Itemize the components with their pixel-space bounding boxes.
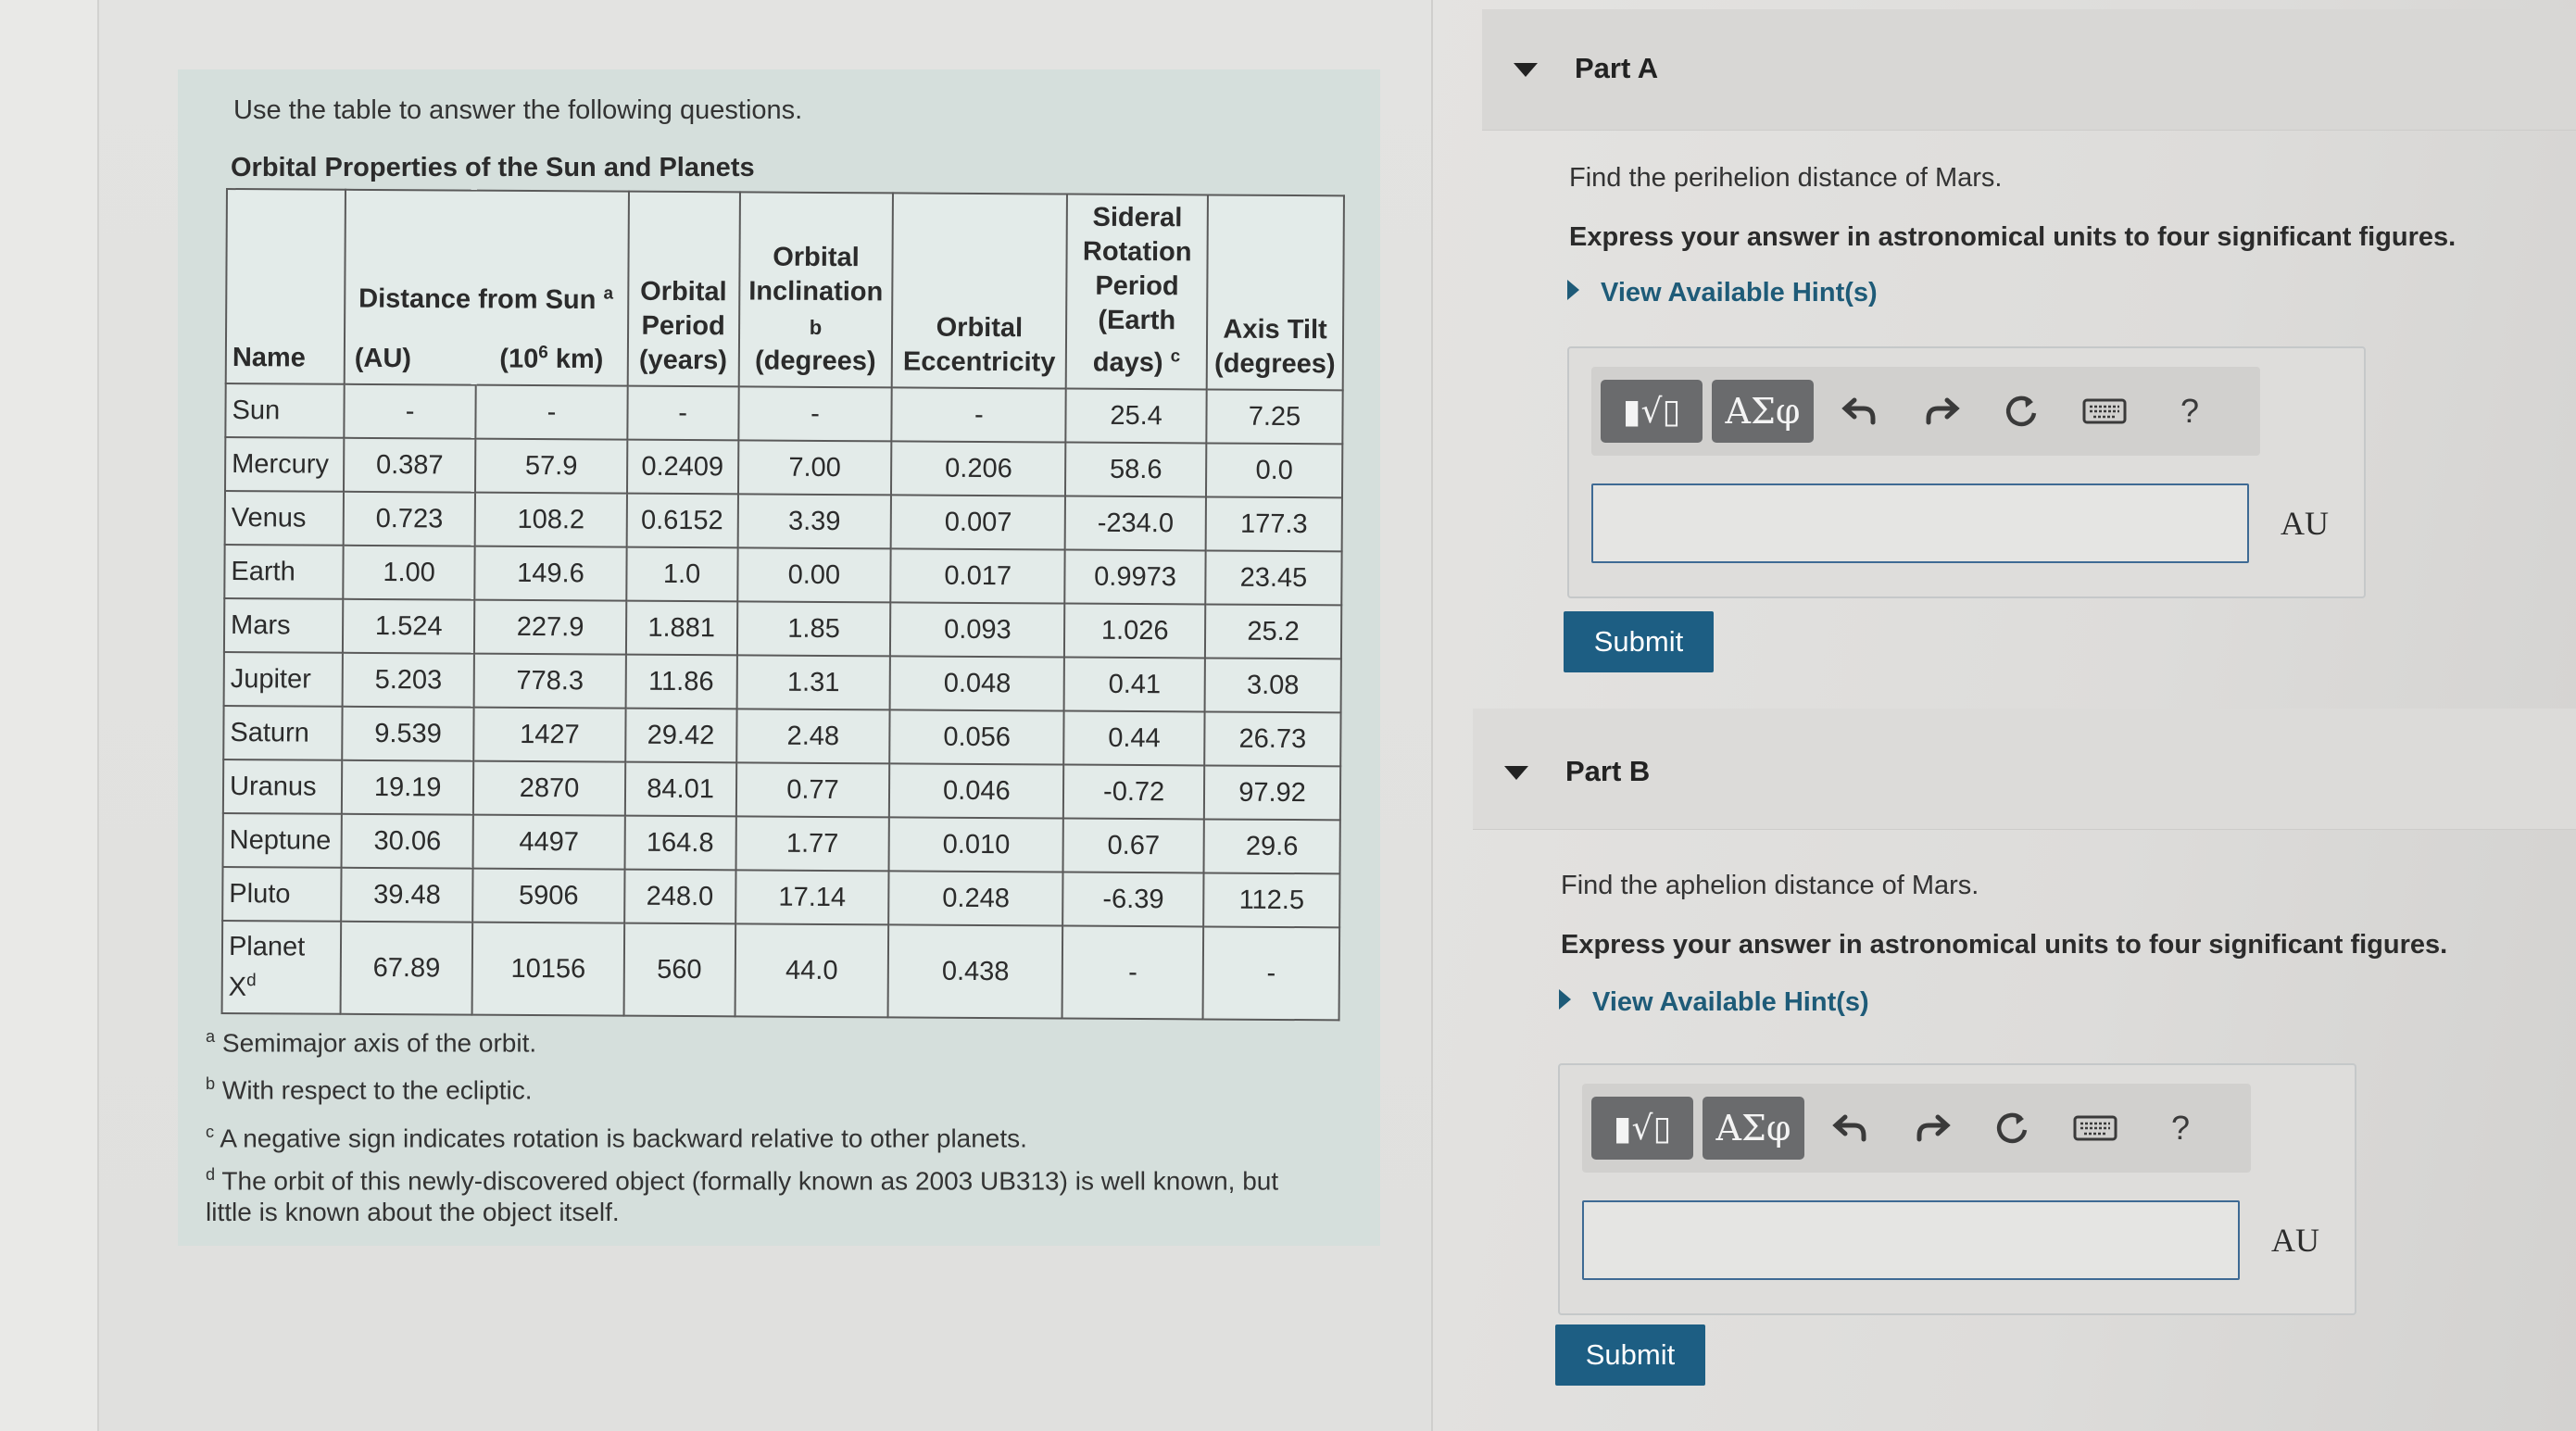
cell-inclination: 44.0: [735, 923, 888, 1017]
cell-orbital-period: 1.881: [626, 601, 737, 656]
cell-distance-km: 5906: [473, 869, 625, 923]
left-gutter: [0, 0, 99, 1431]
cell-name: Mercury: [225, 437, 344, 492]
part-b-submit-button[interactable]: Submit: [1555, 1324, 1705, 1386]
redo-icon[interactable]: [1912, 1108, 1953, 1149]
cell-rotation-period: -234.0: [1065, 496, 1206, 551]
part-a-answer-input[interactable]: [1591, 483, 2249, 563]
cell-axis-tilt: 3.08: [1205, 658, 1341, 712]
part-a-question: Find the perihelion distance of Mars.: [1569, 163, 2003, 193]
cell-eccentricity: -: [892, 387, 1066, 442]
part-b-answer-box: [1558, 1063, 2356, 1315]
cell-eccentricity: 0.010: [889, 817, 1063, 872]
cell-distance-km: 4497: [473, 815, 625, 870]
cell-rotation-period: 0.67: [1063, 819, 1204, 873]
cell-eccentricity: 0.248: [889, 871, 1063, 925]
cell-orbital-period: 0.2409: [627, 440, 738, 495]
header-name: Name: [226, 189, 346, 384]
cell-name: Pluto: [222, 867, 341, 922]
cell-eccentricity: 0.017: [891, 548, 1065, 603]
cell-eccentricity: 0.093: [890, 602, 1064, 657]
orbital-properties-table: [221, 188, 1345, 1021]
part-a-hint-link[interactable]: View Available Hint(s): [1601, 278, 1878, 308]
cell-orbital-period: 164.8: [624, 816, 735, 871]
table-row-planet-x: [222, 921, 1340, 1020]
cell-eccentricity: 0.438: [888, 924, 1062, 1018]
cell-rotation-period: 25.4: [1066, 389, 1207, 444]
keyboard-icon[interactable]: [2080, 391, 2129, 432]
cell-axis-tilt: -: [1203, 926, 1340, 1020]
table-row: [223, 759, 1340, 820]
cell-eccentricity: 0.048: [890, 656, 1064, 710]
collapse-caret-icon[interactable]: [1514, 63, 1538, 77]
math-toolbar: [1591, 367, 2260, 456]
cell-distance-au: 0.723: [344, 492, 476, 546]
cell-distance-au: 5.203: [343, 653, 475, 708]
undo-icon[interactable]: [1840, 391, 1880, 432]
cell-name: Venus: [225, 491, 344, 546]
table-row: [225, 383, 1342, 444]
cell-name: Neptune: [223, 813, 342, 868]
part-b-header[interactable]: [1473, 709, 2576, 830]
math-toolbar: [1582, 1084, 2251, 1173]
table-caption: Orbital Properties of the Sun and Planets: [231, 153, 755, 182]
reset-icon[interactable]: [2001, 391, 2042, 432]
cell-distance-km: -: [476, 385, 628, 440]
cell-distance-au: 1.00: [343, 546, 475, 600]
symbols-button[interactable]: ΑΣφ: [1703, 1097, 1804, 1160]
cell-orbital-period: 248.0: [624, 870, 735, 924]
cell-axis-tilt: 0.0: [1206, 443, 1342, 497]
cell-axis-tilt: 97.92: [1204, 765, 1340, 820]
cell-inclination: 17.14: [735, 870, 889, 924]
cell-rotation-period: -: [1062, 926, 1203, 1020]
cell-name: Planet $X^d$: [222, 921, 342, 1014]
part-a-title: Part A: [1575, 52, 1659, 84]
collapse-caret-icon[interactable]: [1504, 766, 1528, 780]
cell-eccentricity: 0.206: [891, 441, 1065, 496]
cell-axis-tilt: 177.3: [1206, 496, 1342, 551]
cell-distance-au: 67.89: [340, 922, 472, 1015]
help-icon[interactable]: ?: [2180, 392, 2200, 430]
cell-inclination: 1.31: [736, 655, 890, 709]
cell-inclination: 7.00: [737, 440, 891, 495]
cell-distance-km: 10156: [472, 923, 624, 1016]
header-distance-group: Distance from Sun $^a$: [358, 282, 614, 316]
cell-distance-km: 227.9: [474, 600, 626, 655]
cell-inclination: 2.48: [736, 709, 890, 763]
part-a-submit-button[interactable]: Submit: [1564, 611, 1714, 672]
table-row: [224, 652, 1341, 712]
part-a-unit: AU: [2281, 505, 2329, 542]
cell-axis-tilt: 23.45: [1205, 550, 1341, 605]
cell-name: Saturn: [223, 706, 342, 760]
footnote-d: $^d$ The orbit of this newly-discovered object (formally known as 2003 UB313) is well known, but little is known about the object itself.: [206, 1164, 1279, 1227]
undo-icon[interactable]: [1830, 1108, 1871, 1149]
cell-orbital-period: 11.86: [625, 655, 736, 709]
table-row: [225, 491, 1342, 551]
cell-name: Jupiter: [224, 652, 343, 707]
cell-inclination: 1.85: [736, 601, 890, 656]
cell-distance-km: 57.9: [475, 439, 627, 494]
table-row: [225, 437, 1342, 497]
cell-orbital-period: 29.42: [625, 709, 736, 763]
table-row: [223, 706, 1340, 766]
column-divider: [1431, 0, 1433, 1431]
header-orbital-eccentricity: Orbital Eccentricity: [892, 193, 1067, 388]
part-a-header[interactable]: [1482, 9, 2576, 131]
cell-orbital-period: 84.01: [625, 762, 736, 817]
cell-axis-tilt: 26.73: [1204, 711, 1340, 766]
cell-rotation-period: 1.026: [1064, 604, 1205, 659]
cell-inclination: 0.77: [735, 762, 889, 817]
cell-distance-au: 39.48: [341, 868, 473, 923]
cell-orbital-period: 560: [623, 923, 735, 1017]
cell-orbital-period: 1.0: [626, 547, 737, 602]
cell-rotation-period: 0.9973: [1065, 550, 1206, 605]
table-row: [223, 813, 1340, 873]
keyboard-icon[interactable]: [2071, 1108, 2119, 1149]
table-row: [224, 545, 1341, 605]
table-row: [224, 598, 1341, 659]
part-a-instruction: Express your answer in astronomical units to four significant figures.: [1569, 222, 2457, 252]
cell-axis-tilt: 112.5: [1203, 872, 1339, 927]
cell-name: Uranus: [223, 759, 342, 814]
templates-button[interactable]: ▮√▯: [1591, 1097, 1693, 1160]
table-header-row: [226, 189, 1344, 390]
cell-axis-tilt: 25.2: [1205, 604, 1341, 659]
cell-distance-km: 108.2: [475, 493, 627, 547]
header-distance-km: ($10^6$ km): [476, 191, 629, 386]
table-footnotes: [206, 1016, 1354, 1228]
cell-eccentricity: 0.056: [890, 709, 1064, 764]
cell-distance-au: 19.19: [342, 760, 474, 815]
cell-inclination: 1.77: [735, 816, 889, 871]
cell-rotation-period: 0.41: [1064, 658, 1205, 712]
question-card: [178, 69, 1380, 1246]
cell-orbital-period: -: [627, 386, 738, 441]
part-b-answer-input[interactable]: [1582, 1200, 2240, 1280]
symbols-button[interactable]: ΑΣφ: [1712, 380, 1814, 443]
part-b-question: Find the aphelion distance of Mars.: [1561, 871, 1979, 900]
cell-distance-km: 149.6: [475, 546, 627, 601]
cell-inclination: 0.00: [737, 547, 891, 602]
question-intro: Use the table to answer the following questions.: [233, 95, 803, 125]
cell-rotation-period: -6.39: [1062, 872, 1203, 927]
cell-inclination: 3.39: [737, 494, 891, 548]
cell-name: Earth: [224, 545, 343, 599]
redo-icon[interactable]: [1921, 391, 1962, 432]
header-rotation-period: Sideral Rotation Period (Earth days) $^c$: [1066, 195, 1208, 390]
cell-rotation-period: 58.6: [1065, 443, 1206, 497]
reset-icon[interactable]: [1992, 1108, 2032, 1149]
cell-name: Sun: [225, 383, 344, 438]
header-axis-tilt: Axis Tilt (degrees): [1207, 195, 1344, 390]
header-distance-au: Distance from Sun $^a$ (AU): [345, 190, 478, 385]
templates-button[interactable]: ▮√▯: [1601, 380, 1703, 443]
cell-orbital-period: 0.6152: [626, 494, 737, 548]
hint-expand-icon[interactable]: [1559, 989, 1571, 1010]
cell-axis-tilt: 29.6: [1204, 819, 1340, 873]
part-a-answer-box: [1567, 346, 2366, 598]
cell-distance-au: 0.387: [344, 438, 476, 493]
cell-eccentricity: 0.007: [891, 495, 1065, 549]
footnote-b: $^b$ With respect to the ecliptic.: [206, 1074, 533, 1105]
cell-inclination: -: [738, 386, 892, 441]
cell-eccentricity: 0.046: [889, 763, 1063, 818]
cell-distance-km: 1427: [474, 708, 626, 762]
part-b-instruction: Express your answer in astronomical units to four significant figures.: [1561, 930, 2448, 960]
cell-distance-au: -: [344, 384, 476, 439]
cell-distance-km: 778.3: [474, 654, 626, 709]
cell-distance-au: 9.539: [342, 707, 474, 761]
header-orbital-period: Orbital Period (years): [627, 192, 739, 387]
cell-distance-km: 2870: [473, 761, 625, 816]
part-b-unit: AU: [2271, 1222, 2319, 1259]
cell-rotation-period: 0.44: [1063, 711, 1204, 766]
help-icon[interactable]: ?: [2170, 1109, 2191, 1147]
cell-rotation-period: -0.72: [1063, 765, 1204, 820]
cell-name: Mars: [224, 598, 343, 653]
footnote-c: $^c$ A negative sign indicates rotation is backward relative to other planets.: [206, 1122, 1027, 1152]
table-row: [222, 867, 1339, 927]
cell-distance-au: 30.06: [341, 814, 473, 869]
cell-distance-au: 1.524: [343, 599, 475, 654]
footnote-a: $^a$ Semimajor axis of the orbit.: [206, 1027, 537, 1058]
cell-axis-tilt: 7.25: [1206, 389, 1342, 444]
hint-expand-icon[interactable]: [1567, 280, 1579, 300]
part-b-hint-link[interactable]: View Available Hint(s): [1592, 987, 1869, 1017]
header-orbital-inclination: Orbital Inclination b (degrees): [738, 192, 893, 387]
part-b-title: Part B: [1565, 755, 1651, 787]
